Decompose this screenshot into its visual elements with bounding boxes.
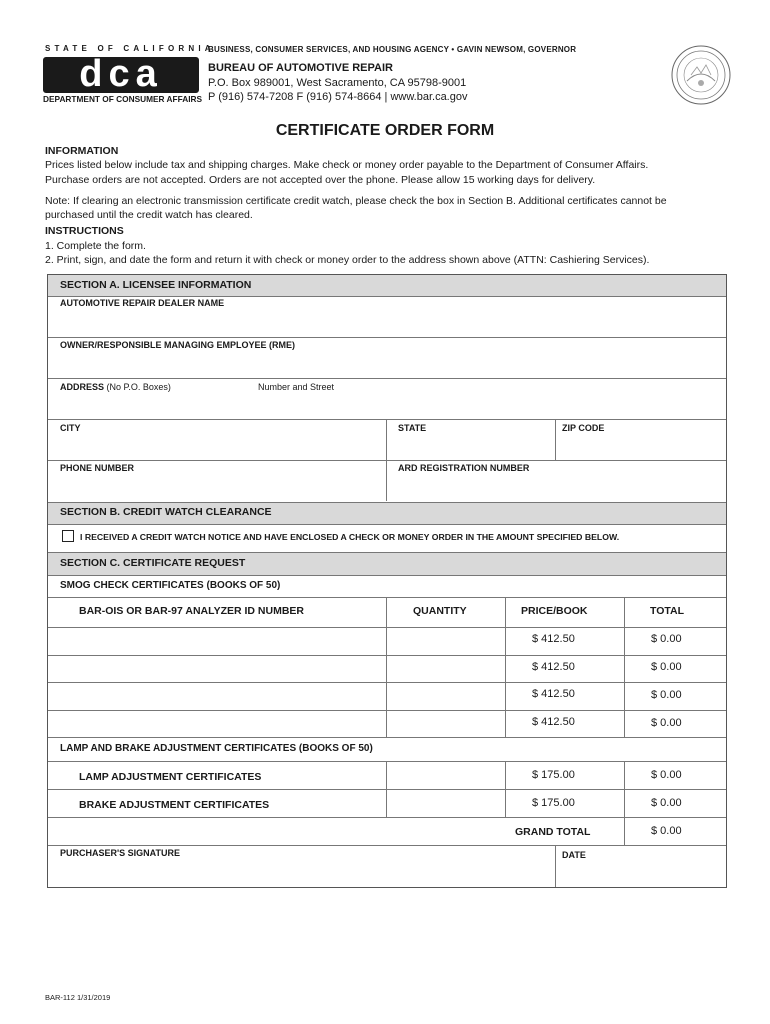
smog-row-line-1 — [48, 627, 726, 628]
state-label: STATE OF CALIFORNIA — [45, 44, 215, 53]
smog-col-divider-1 — [386, 597, 387, 737]
brake-total: $ 0.00 — [651, 797, 682, 809]
smog-row-line-3 — [48, 682, 726, 683]
lamp-col-divider-3 — [624, 761, 625, 845]
section-b-heading: SECTION B. CREDIT WATCH CLEARANCE — [60, 506, 272, 518]
smog-row-3-total: $ 0.00 — [651, 689, 682, 701]
order-form — [47, 274, 727, 888]
smog-row-2-total: $ 0.00 — [651, 661, 682, 673]
grand-total-label: GRAND TOTAL — [515, 826, 591, 838]
smog-row-4-price: $ 412.50 — [532, 716, 575, 728]
dca-logo — [43, 53, 199, 95]
instruction-step-2: 2. Print, sign, and date the form and return it with check or money order to the address shown above (ATTN: Cashiering Services). — [45, 254, 650, 266]
instructions-heading: INSTRUCTIONS — [45, 225, 124, 237]
dca-logo-text: dca — [79, 53, 163, 95]
bureau-name: BUREAU OF AUTOMOTIVE REPAIR — [208, 62, 393, 74]
bureau-address: P.O. Box 989001, West Sacramento, CA 95798-9001 — [208, 77, 467, 89]
smog-row-4-total: $ 0.00 — [651, 717, 682, 729]
col-total: TOTAL — [650, 605, 685, 617]
information-line-2: Purchase orders are not accepted. Orders are not accepted over the phone. Please allow 15 working days for delivery. — [45, 174, 596, 186]
section-b-divider — [48, 524, 726, 525]
smog-row-3-price: $ 412.50 — [532, 688, 575, 700]
zip-label: ZIP CODE — [562, 423, 605, 433]
section-a-heading: SECTION A. LICENSEE INFORMATION — [60, 279, 252, 291]
lamp-row-line — [48, 789, 726, 790]
credit-watch-checkbox[interactable] — [62, 530, 74, 542]
ard-label: ARD REGISTRATION NUMBER — [398, 463, 530, 473]
state-zip-divider — [555, 419, 556, 460]
smog-row-line-4 — [48, 710, 726, 711]
phone-label: PHONE NUMBER — [60, 463, 135, 473]
lamp-heading: LAMP AND BRAKE ADJUSTMENT CERTIFICATES (BOOKS OF 50) — [60, 743, 373, 754]
smog-heading: SMOG CHECK CERTIFICATES (BOOKS OF 50) — [60, 580, 281, 591]
address-note: (No P.O. Boxes) — [106, 382, 171, 392]
lamp-total: $ 0.00 — [651, 769, 682, 781]
state-label-field: STATE — [398, 423, 427, 433]
date-label: DATE — [562, 850, 586, 860]
number-street-label: Number and Street — [258, 382, 335, 392]
dealer-name-label: AUTOMOTIVE REPAIR DEALER NAME — [60, 298, 225, 308]
department-name: DEPARTMENT OF CONSUMER AFFAIRS — [43, 94, 203, 104]
state-seal-icon — [671, 45, 731, 105]
brake-price: $ 175.00 — [532, 797, 575, 809]
smog-row-2-price: $ 412.50 — [532, 661, 575, 673]
information-heading: INFORMATION — [45, 145, 119, 157]
page-title: CERTIFICATE ORDER FORM — [275, 122, 495, 139]
smog-col-divider-3 — [624, 597, 625, 737]
brake-label: BRAKE ADJUSTMENT CERTIFICATES — [79, 799, 270, 811]
lamp-label: LAMP ADJUSTMENT CERTIFICATES — [79, 771, 262, 783]
signature-field[interactable] — [48, 845, 554, 887]
brake-row-line — [48, 817, 726, 818]
col-quantity: QUANTITY — [413, 605, 467, 617]
smog-row-1-total: $ 0.00 — [651, 633, 682, 645]
city-label: CITY — [60, 423, 81, 433]
smog-row-1-price: $ 412.50 — [532, 633, 575, 645]
address-label-text: ADDRESS — [60, 382, 105, 392]
address-label — [60, 382, 171, 392]
credit-watch-label: I RECEIVED A CREDIT WATCH NOTICE AND HAVE ENCLOSED A CHECK OR MONEY ORDER IN THE AMOUNT SPECIFIED BELOW. — [80, 532, 620, 542]
city-row — [48, 419, 726, 461]
information-line-1: Prices listed below include tax and shipping charges. Make check or money order payable to the Department of Consumer Affairs. — [45, 159, 649, 171]
information-note-2: purchased until the credit watch has cleared. — [45, 209, 253, 221]
date-field[interactable] — [556, 845, 726, 887]
col-price: PRICE/BOOK — [521, 605, 588, 617]
owner-label: OWNER/RESPONSIBLE MANAGING EMPLOYEE (RME) — [60, 340, 296, 350]
col-analyzer: BAR-OIS OR BAR-97 ANALYZER ID NUMBER — [79, 605, 304, 617]
bureau-contact: P (916) 574-7208 F (916) 574-8664 | www.bar.ca.gov — [208, 91, 468, 103]
form-footer-id: BAR-112 1/31/2019 — [45, 993, 111, 1002]
lamp-price: $ 175.00 — [532, 769, 575, 781]
section-c-divider — [48, 575, 726, 576]
grand-total-value: $ 0.00 — [651, 825, 682, 837]
information-note-1: Note: If clearing an electronic transmission certificate credit watch, please check the box in Section B. Additional certificates cannot be — [45, 195, 667, 207]
instruction-step-1: 1. Complete the form. — [45, 240, 146, 252]
smog-col-divider-2 — [505, 597, 506, 737]
agency-line: BUSINESS, CONSUMER SERVICES, AND HOUSING AGENCY • GAVIN NEWSOM, GOVERNOR — [208, 45, 577, 54]
smog-table-bottom — [48, 737, 726, 738]
signature-label: PURCHASER'S SIGNATURE — [60, 848, 180, 858]
section-c-heading: SECTION C. CERTIFICATE REQUEST — [60, 557, 246, 569]
phone-row — [48, 460, 726, 502]
smog-row-line-2 — [48, 655, 726, 656]
